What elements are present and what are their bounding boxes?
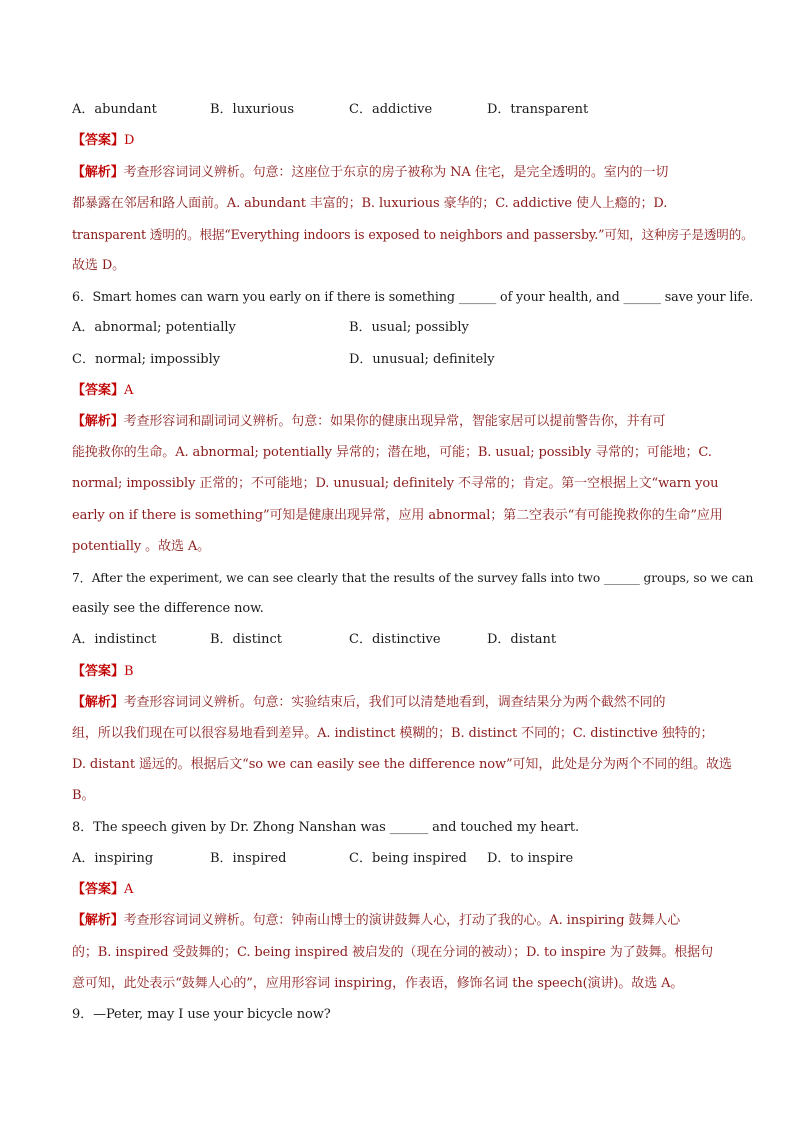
q7-option-a: A．indistinct <box>72 632 157 647</box>
answer-tag: 【答案】 <box>72 383 125 398</box>
q8-stem: 8．The speech given by Dr. Zhong Nanshan was ______ and touched my heart. <box>72 820 580 835</box>
q5-analysis-line: 都暴露在邻居和路人面前。A. abundant 丰富的；B. luxurious 豪华的；C. addictive 使人上瘾的；D. <box>72 196 668 211</box>
q7-option-d: D．distant <box>487 632 557 647</box>
q8-option-b: B．inspired <box>210 851 287 866</box>
answer-value: B <box>124 664 134 679</box>
q7-analysis-line: 组，所以我们现在可以很容易地看到差异。A. indistinct 模糊的；B. distinct 不同的；C. distinctive 独特的； <box>72 726 714 741</box>
q6-option-d: D．unusual; definitely <box>349 352 495 367</box>
answer-tag: 【答案】 <box>72 882 125 897</box>
answer-tag: 【答案】 <box>72 664 125 679</box>
q6-stem: 6．Smart homes can warn you early on if there is something ______ of your health, and ______ save your life. <box>72 289 754 304</box>
q7-stem: easily see the difference now. <box>72 601 264 616</box>
analysis-tag: 【解析】 <box>72 913 124 928</box>
q8-analysis-line: 的；B. inspired 受鼓舞的；C. being inspired 被启发的（现在分词的被动）；D. to inspire 为了鼓舞。根据句 <box>72 945 713 960</box>
q5-option-a: A．abundant <box>72 102 157 117</box>
analysis-tag: 【解析】 <box>72 414 124 429</box>
q8-option-c: C．being inspired <box>349 851 467 866</box>
analysis-tag: 【解析】 <box>72 165 124 180</box>
q6-option-a: A．abnormal; potentially <box>72 320 236 335</box>
answer-value: D <box>124 133 135 148</box>
q6-option-b: B．usual; possibly <box>349 320 469 335</box>
q7-answer <box>72 663 134 681</box>
analysis-tag: 【解析】 <box>72 695 124 710</box>
q9-stem: 9．—Peter, may I use your bicycle now? <box>72 1007 331 1022</box>
q6-analysis-line: normal; impossibly 正常的；不可能地；D. unusual; definitely 不寻常的；肯定。第一空根据上文“warn you <box>72 476 719 491</box>
q5-option-c: C．addictive <box>349 102 433 117</box>
q7-analysis-line: D. distant 遥远的。根据后文“so we can easily see the difference now”可知，此处是分为两个不同的组。故选 <box>72 757 732 772</box>
q8-analysis-line: 意可知，此处表示“鼓舞人心的”，应用形容词 inspiring，作表语，修饰名词 the speech(演讲)。故选 A。 <box>72 976 684 991</box>
q7-analysis-line: B。 <box>72 788 95 803</box>
q7-option-b: B．distinct <box>210 632 282 647</box>
q6-analysis-line: 【解析】考查形容词和副词词义辨析。句意：如果你的健康出现异常，智能家居可以提前警告你，并有可 <box>72 414 666 429</box>
q6-analysis-line: 能挽救你的生命。A. abnormal; potentially 异常的；潜在地，可能；B. usual; possibly 寻常的；可能地；C. <box>72 445 712 460</box>
q6-analysis-line: potentially 。故选 A。 <box>72 539 211 554</box>
q8-analysis-line: 【解析】考查形容词词义辨析。句意：钟南山博士的演讲鼓舞人心，打动了我的心。A. inspiring 鼓舞人心 <box>72 913 681 928</box>
q8-option-a: A．inspiring <box>72 851 154 866</box>
q5-answer <box>72 132 134 150</box>
q7-option-c: C．distinctive <box>349 632 441 647</box>
answer-tag: 【答案】 <box>72 133 125 148</box>
q5-option-b: B．luxurious <box>210 102 295 117</box>
q6-analysis-line: early on if there is something”可知是健康出现异常，应用 abnormal；第二空表示“有可能挽救你的生命”应用 <box>72 508 723 523</box>
q6-option-c: C．normal; impossibly <box>72 352 221 367</box>
q8-option-d: D．to inspire <box>487 851 574 866</box>
q5-option-d: D．transparent <box>487 102 589 117</box>
q5-analysis-line: 【解析】考查形容词词义辨析。句意：这座位于东京的房子被称为 NA 住宅，是完全透明的。室内的一切 <box>72 165 669 180</box>
q7-analysis-line: 【解析】考查形容词词义辨析。句意：实验结束后，我们可以清楚地看到，调查结果分为两个截然不同的 <box>72 695 666 710</box>
q5-analysis-line: transparent 透明的。根据“Everything indoors is exposed to neighbors and passersby.”可知，这种房子是透明的。 <box>72 227 754 242</box>
q8-answer <box>72 881 133 899</box>
answer-value: A <box>124 882 134 897</box>
answer-value: A <box>124 383 134 398</box>
q5-analysis-line: 故选 D。 <box>72 258 126 273</box>
q7-stem: 7．After the experiment, we can see clearly that the results of the survey falls into two ______ groups, so we can <box>72 571 754 585</box>
q6-answer <box>72 382 133 400</box>
